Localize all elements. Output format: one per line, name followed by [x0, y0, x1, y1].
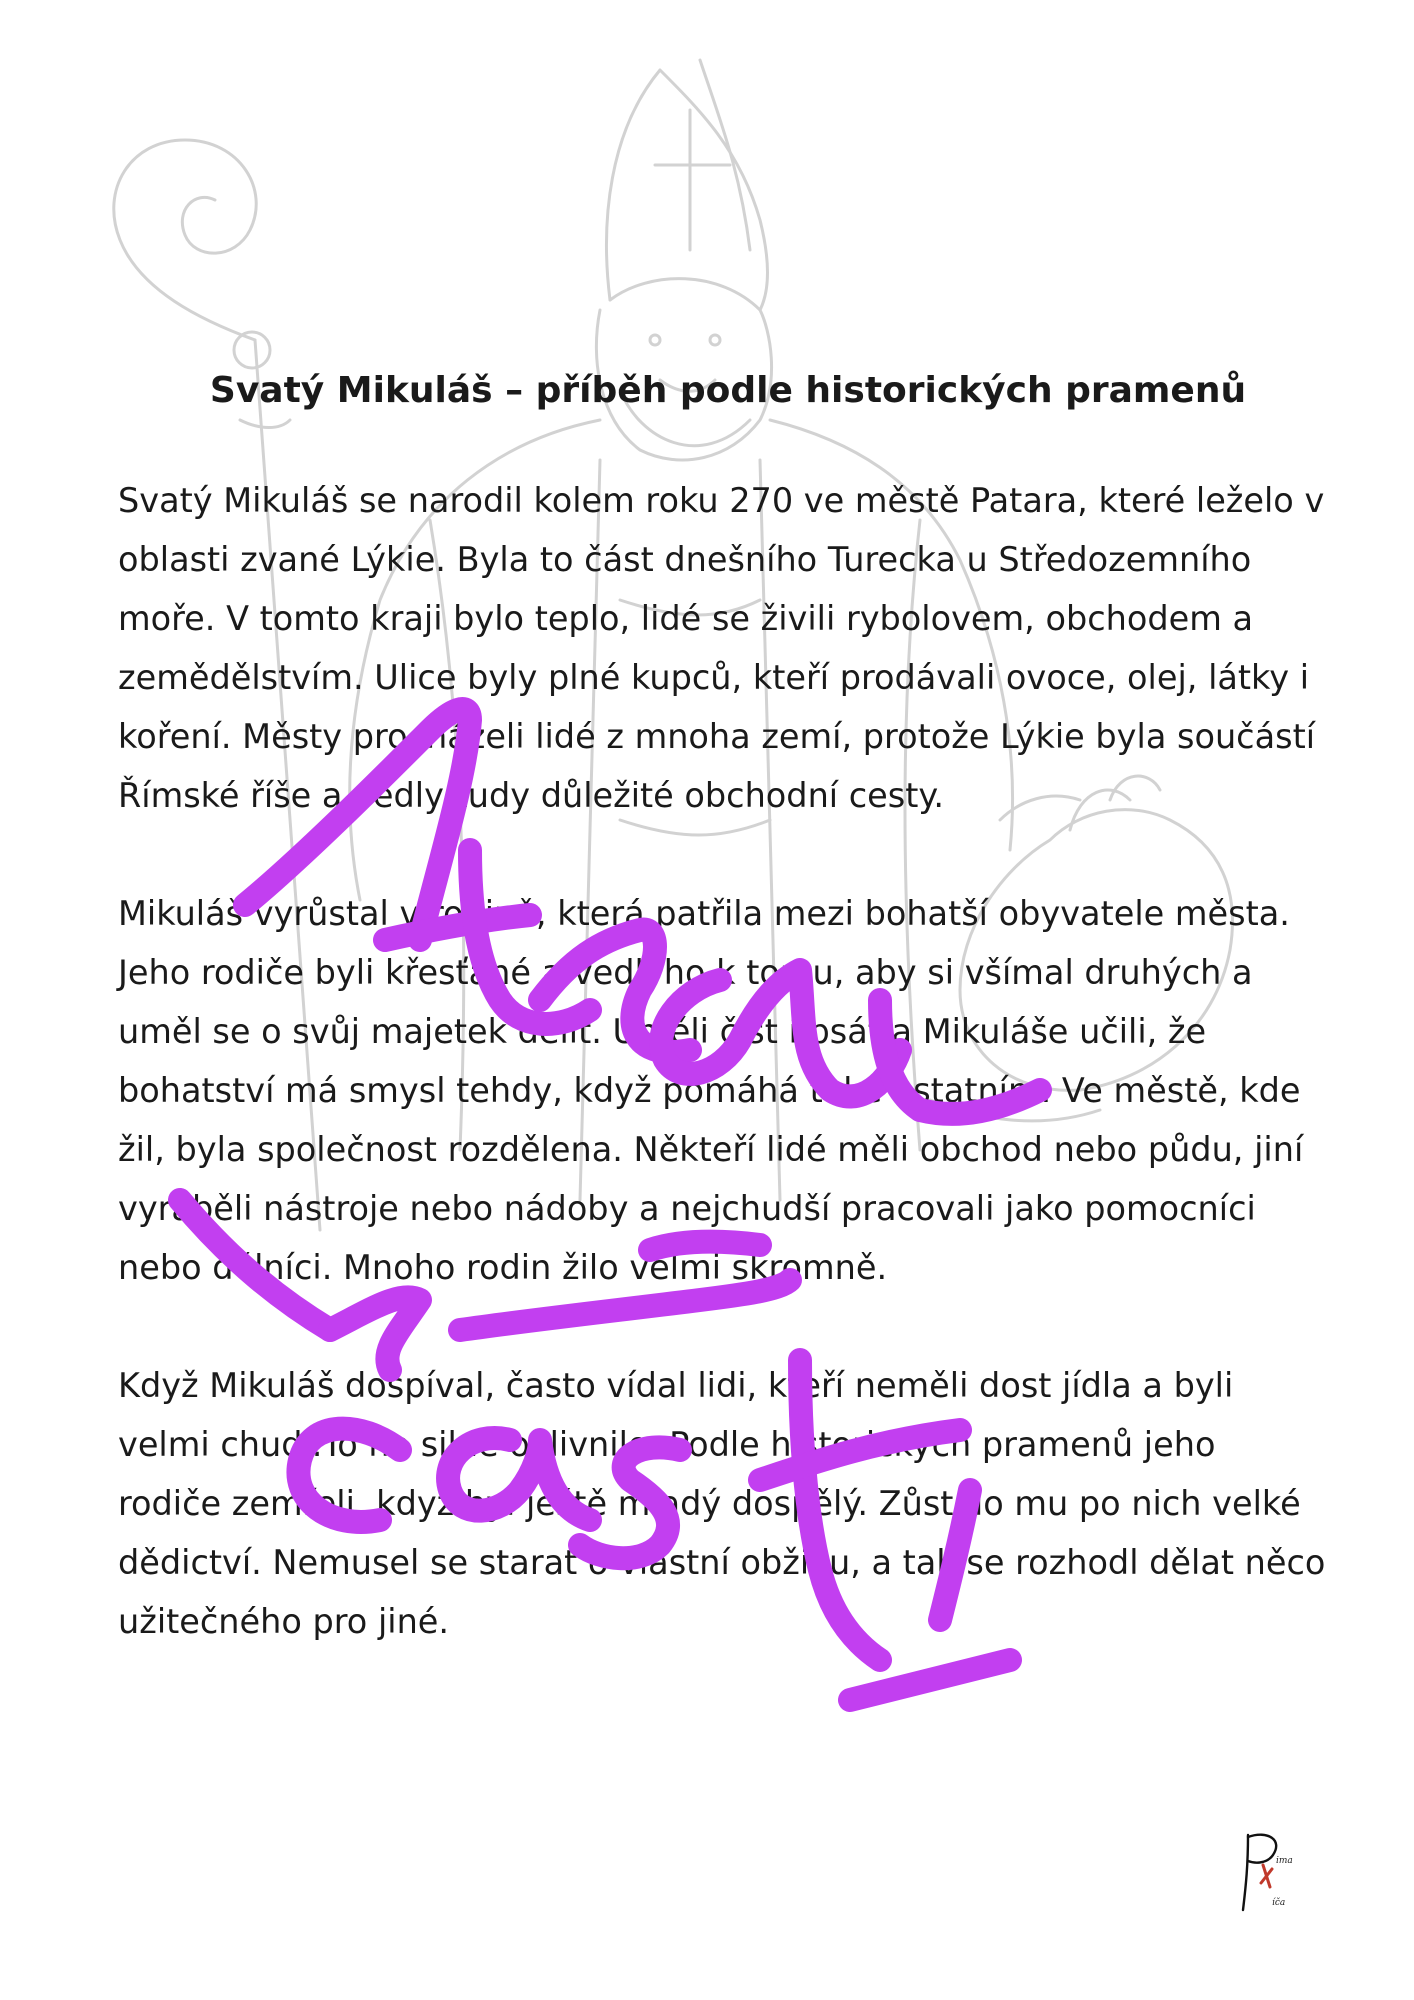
document-body [118, 370, 1326, 1710]
paragraph-1: Svatý Mikuláš se narodil kolem roku 270 ve městě Patara, které leželo v oblasti zvané Lýkie. Byla to část dnešního Turecka u Středozemního moře. V tomto kraji bylo teplo, lidé se živili rybolovem, obchodem a zemědělstvím. Ulice byly plné kupců, kteří prodávali ovoce, olej, látky i koření. Městy procházeli lidé z mnoha zemí, protože Lýkie byla součástí Římské říše a vedly tudy důležité obchodní cesty. [118, 481, 1325, 815]
svg-text:íča: íča [1272, 1898, 1286, 1908]
paragraph-2: Mikuláš vyrůstal v rodině, která patřila mezi bohatší obyvatele města. Jeho rodiče byli křesťané a vedli ho k tomu, aby si všímal druhých a uměl se o svůj majetek dělit. Uměli číst i psát a Mikuláše učili, že bohatství má smysl tehdy, když pomáhá také ostatním. Ve městě, kde žil, byla společnost rozdělena. Někteří lidé měli obchod nebo půdu, jiní vyráběli nástroje nebo nádoby a nejchudší pracovali jako pomocníci nebo dělníci. Mnoho rodin žilo velmi skromně. [118, 894, 1304, 1287]
svg-text:ima: ima [1276, 1856, 1293, 1866]
brand-logo [1228, 1825, 1308, 1915]
paragraph-3: Když Mikuláš dospíval, často vídal lidi, kteří neměli dost jídla a byli velmi chudí.To ho silně ovlivnilo. Podle historických pramenů jeho rodiče zemřeli, když byl ještě mladý dospělý. Zůstalo mu po nich velké dědictví. Nemusel se starat o vlastní obživu, a tak se rozhodl dělat něco užitečného pro jiné. [118, 1366, 1326, 1641]
document-title: Svatý Mikuláš – příběh podle historických pramenů [209, 370, 1247, 411]
